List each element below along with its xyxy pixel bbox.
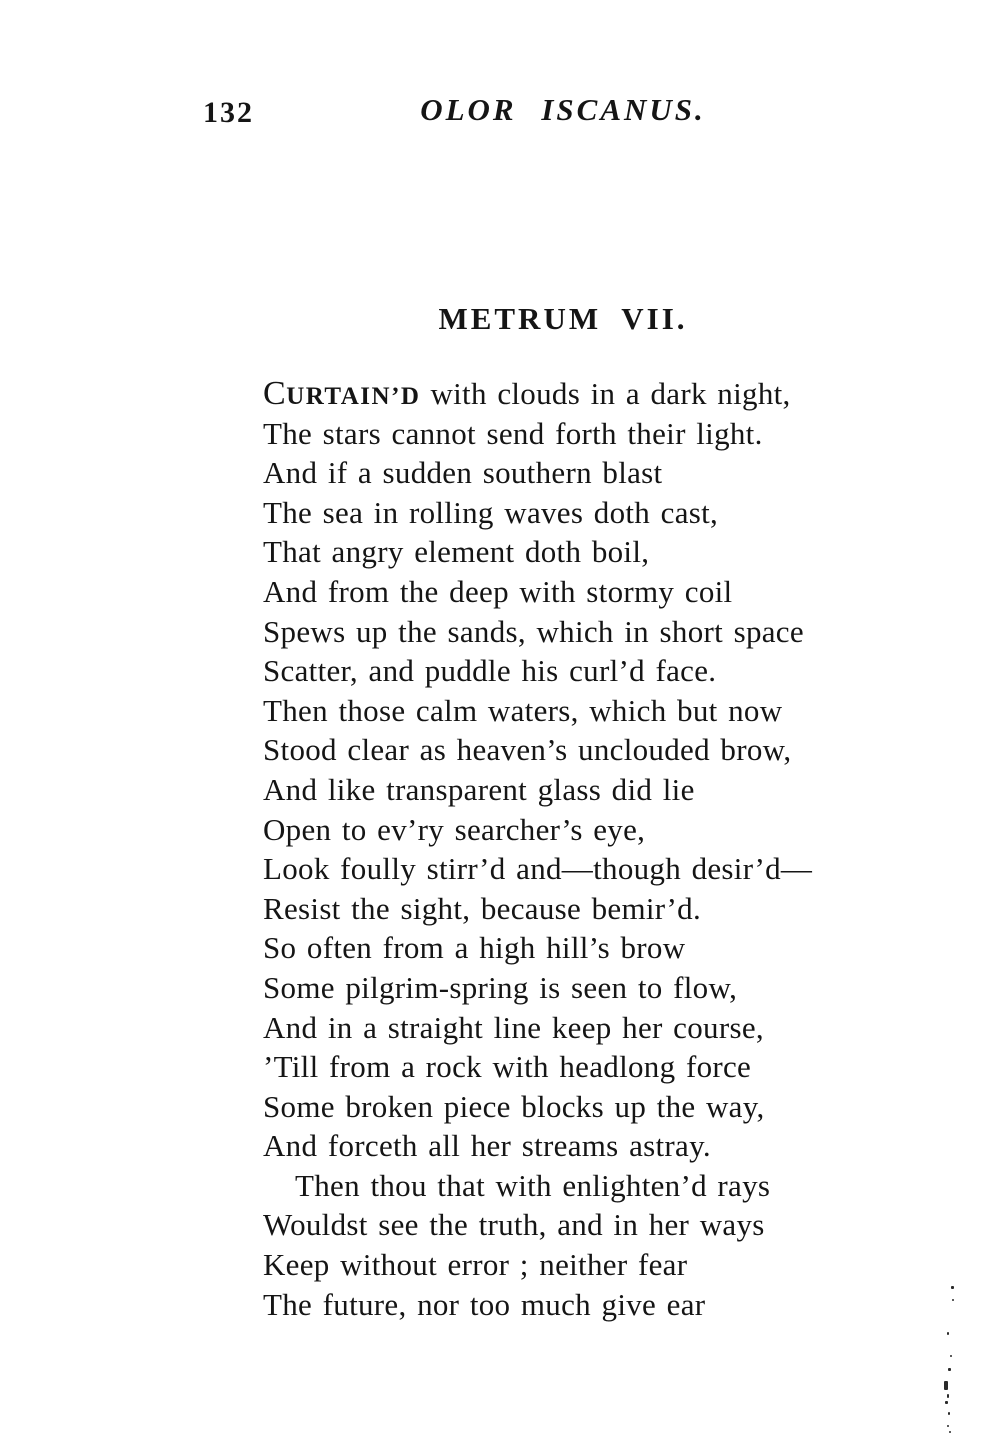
poem-body	[263, 374, 812, 1324]
poem-line: And if a sudden southern blast	[263, 455, 663, 491]
poem-line: That angry element doth boil,	[263, 534, 650, 570]
scan-speck	[948, 1412, 950, 1415]
poem-line: Then those calm waters, which but now	[263, 692, 783, 728]
scan-speck	[947, 1332, 949, 1335]
poem-line: And forceth all her streams astray.	[263, 1128, 711, 1164]
lead-capital: C	[263, 375, 287, 412]
poem-line: And from the deep with stormy coil	[263, 573, 733, 609]
scan-speck	[944, 1381, 948, 1390]
poem-line: Stood clear as heaven’s unclouded brow,	[263, 732, 792, 768]
poem-line: Open to ev’ry searcher’s eye,	[263, 811, 646, 847]
lead-smallcaps: URTAIN’D	[286, 383, 421, 410]
scan-speck	[947, 1394, 949, 1398]
poem-line: So often from a high hill’s brow	[263, 930, 686, 966]
lead-rest: with clouds in a dark night,	[430, 376, 791, 411]
poem-line: Look foully stirr’d and—though desir’d—	[263, 851, 813, 887]
poem-line: Scatter, and puddle his curl’d face.	[263, 653, 717, 689]
poem-line: Resist the sight, because bemir’d.	[263, 890, 702, 926]
scan-speck	[951, 1286, 954, 1289]
scan-speck	[945, 1401, 948, 1404]
poem-line: Spews up the sands, which in short space	[263, 613, 804, 649]
poem-line: Then thou that with enlighten’d rays	[295, 1167, 771, 1203]
poem-line: The stars cannot send forth their light.	[263, 415, 763, 451]
poem-title: METRUM VII.	[438, 301, 688, 336]
poem-line: And like transparent glass did lie	[263, 771, 695, 807]
poem-line: ’Till from a rock with headlong force	[263, 1049, 752, 1085]
poem-line: The future, nor too much give ear	[263, 1286, 706, 1322]
scan-speck	[952, 1299, 954, 1301]
scan-speck	[950, 1355, 952, 1357]
poem-line: Some broken piece blocks up the way,	[263, 1088, 765, 1124]
poem-line: The sea in rolling waves doth cast,	[263, 494, 719, 530]
poem-line: Keep without error ; neither fear	[263, 1247, 688, 1283]
running-title: OLOR ISCANUS.	[420, 92, 706, 127]
scan-speck	[949, 1431, 951, 1433]
scan-speck	[948, 1368, 951, 1371]
poem-line: Wouldst see the truth, and in her ways	[263, 1207, 765, 1243]
poem-line-first	[263, 374, 812, 414]
poem-line: Some pilgrim-spring is seen to flow,	[263, 969, 738, 1005]
scan-speck	[947, 1425, 949, 1427]
page-number: 132	[203, 96, 254, 129]
poem-line: And in a straight line keep her course,	[263, 1009, 764, 1045]
